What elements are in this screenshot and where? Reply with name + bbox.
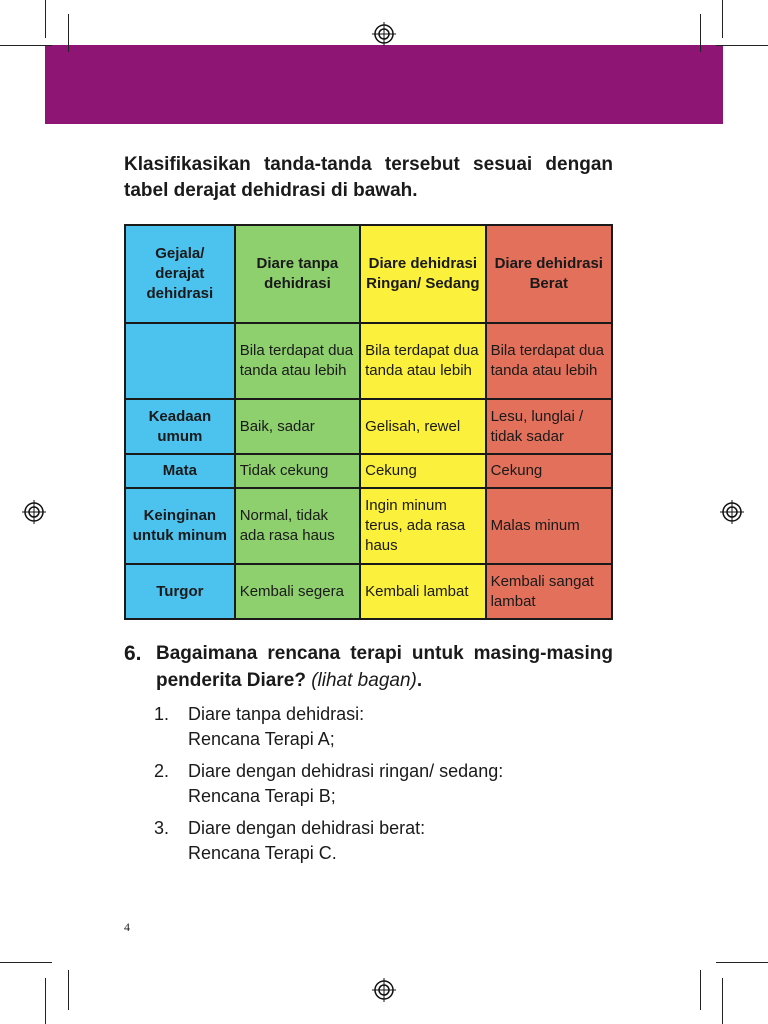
row-label	[125, 323, 235, 399]
crop-mark	[45, 978, 46, 1024]
table-header-cell: Diare dehidrasi Berat	[486, 225, 612, 323]
table-cell: Ingin minum terus, ada rasa haus	[360, 488, 485, 564]
list-item-line: Diare tanpa dehidrasi:	[188, 704, 365, 724]
crop-mark	[0, 45, 52, 46]
row-label: Mata	[125, 454, 235, 488]
crop-mark	[722, 0, 723, 38]
crop-mark	[700, 970, 701, 1010]
list-item-line: Diare dengan dehidrasi berat:	[188, 818, 426, 838]
list-item-number: 1.	[154, 704, 170, 724]
table-header-row	[125, 225, 612, 323]
table-row	[125, 323, 612, 399]
table-header-cell: Gejala/ derajat dehidrasi	[125, 225, 235, 323]
table-cell: Baik, sadar	[235, 399, 360, 454]
table-cell: Kembali lambat	[360, 564, 485, 619]
question-body: Bagaimana rencana terapi untuk masing-masing penderita Diare?	[156, 643, 613, 691]
question-block	[124, 640, 613, 694]
registration-mark-icon	[372, 978, 396, 1002]
crop-mark	[716, 45, 768, 46]
intro-paragraph: Klasifikasikan tanda-tanda tersebut sesuai dengan tabel derajat dehidrasi di bawah.	[124, 154, 613, 201]
answer-list	[154, 702, 594, 873]
registration-mark-icon	[372, 22, 396, 46]
table-row	[125, 564, 612, 619]
row-label: Keinginan untuk minum	[125, 488, 235, 564]
table-cell: Gelisah, rewel	[360, 399, 485, 454]
list-item	[154, 759, 594, 809]
table-cell: Bila terdapat dua tanda atau lebih	[235, 323, 360, 399]
table-row	[125, 488, 612, 564]
registration-mark-icon	[22, 500, 46, 524]
list-item-line: Diare dengan dehidrasi ringan/ sedang:	[188, 761, 504, 781]
registration-mark-icon	[720, 500, 744, 524]
list-item-line: Rencana Terapi C.	[188, 843, 337, 863]
table-row	[125, 454, 612, 488]
list-item	[154, 816, 594, 866]
dehydration-table	[124, 224, 613, 620]
table-cell: Bila terdapat dua tanda atau lebih	[486, 323, 612, 399]
table-cell: Cekung	[360, 454, 485, 488]
question-hint: (lihat bagan)	[311, 670, 417, 691]
row-label: Turgor	[125, 564, 235, 619]
list-item	[154, 702, 594, 752]
header-band	[45, 45, 723, 124]
row-label: Keadaan umum	[125, 399, 235, 454]
table-cell: Tidak cekung	[235, 454, 360, 488]
page-number: 4	[124, 920, 130, 934]
list-item-line: Rencana Terapi A;	[188, 729, 335, 749]
table-header-cell: Diare dehidrasi Ringan/ Sedang	[360, 225, 485, 323]
table-cell: Cekung	[486, 454, 612, 488]
crop-mark	[0, 962, 52, 963]
crop-mark	[68, 14, 69, 52]
list-item-line: Rencana Terapi B;	[188, 786, 336, 806]
crop-mark	[700, 14, 701, 52]
crop-mark	[45, 0, 46, 38]
question-text	[156, 640, 613, 694]
crop-mark	[68, 970, 69, 1010]
table-row	[125, 399, 612, 454]
table-header-cell: Diare tanpa dehidrasi	[235, 225, 360, 323]
table-cell: Bila terdapat dua tanda atau lebih	[360, 323, 485, 399]
question-number: 6.	[124, 642, 142, 665]
table-cell: Normal, tidak ada rasa haus	[235, 488, 360, 564]
list-item-number: 2.	[154, 761, 170, 781]
crop-mark	[716, 962, 768, 963]
table-cell: Malas minum	[486, 488, 612, 564]
question-end: .	[416, 670, 423, 691]
crop-mark	[722, 978, 723, 1024]
list-item-number: 3.	[154, 818, 170, 838]
table-cell: Kembali sangat lambat	[486, 564, 612, 619]
table-cell: Lesu, lunglai / tidak sadar	[486, 399, 612, 454]
table-cell: Kembali segera	[235, 564, 360, 619]
